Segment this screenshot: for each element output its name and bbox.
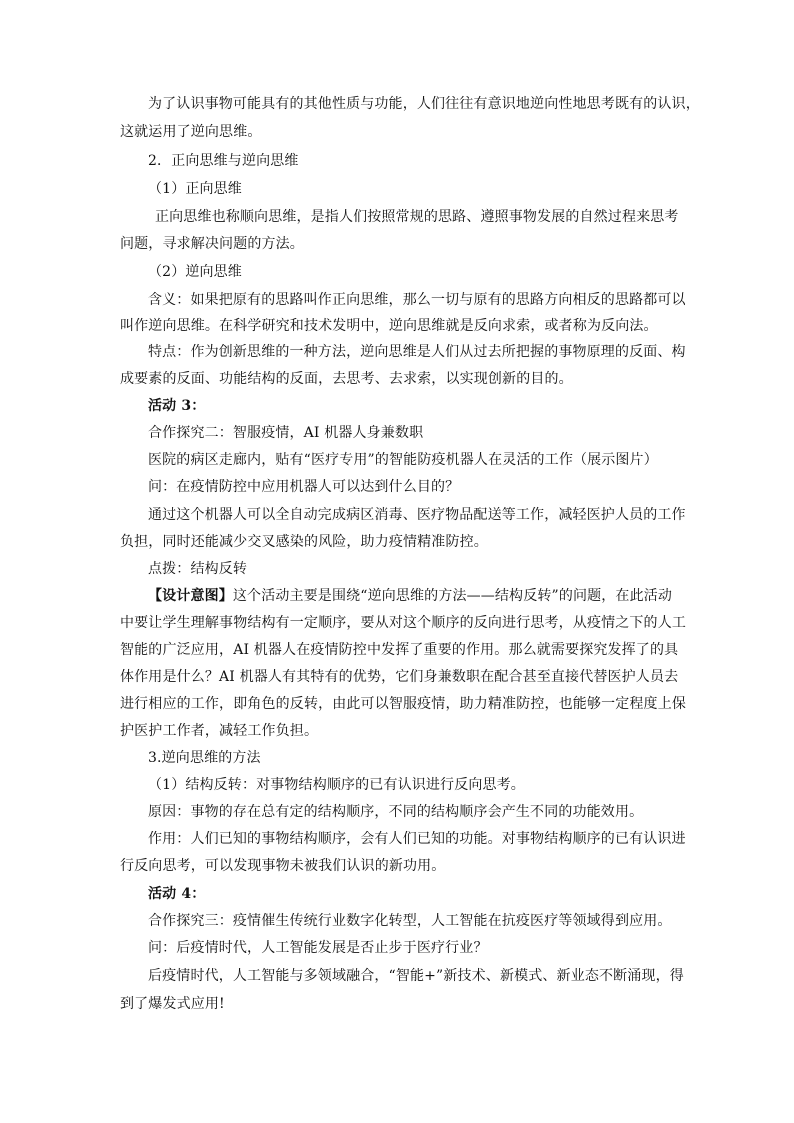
paragraph-line: 中要让学生理解事物结构有一定顺序，要从对这个顺序的反向进行思考，从疫情之下的人工 [120, 615, 686, 631]
paragraph-line: 作用：人们已知的事物结构顺序，会有人们已知的功能。对事物结构顺序的已有认识进 [148, 831, 686, 847]
paragraph-line: 护医护工作者，减轻工作负担。 [120, 723, 319, 739]
paragraph-text: 这个活动主要是围绕“逆向思维的方法——结构反转”的问题，在此活动 [232, 588, 673, 604]
section-heading: 3.逆向思维的方法 [148, 750, 261, 766]
paragraph-line: 行反向思考，可以发现事物未被我们认识的新功用。 [120, 858, 446, 874]
section-heading: 2．正向思维与逆向思维 [148, 153, 299, 169]
paragraph-line: 这就运用了逆向思维。 [120, 124, 262, 140]
paragraph-line: 为了认识事物可能具有的其他性质与功能，人们往往有意识地逆向性地思考既有的认识， [148, 96, 700, 112]
paragraph-line: 通过这个机器人可以全自动完成病区消毒、医疗物品配送等工作，减轻医护人员的工作 [148, 507, 686, 523]
paragraph-line: 体作用是什么？AI 机器人有其特有的优势，它们身兼数职在配合甚至直接代替医护人员去 [120, 669, 679, 685]
paragraph-line: 含义：如果把原有的思路叫作正向思维，那么一切与原有的思路方向相反的思路都可以 [148, 292, 686, 308]
paragraph-line: 正向思维也称顺向思维，是指人们按照常规的思路、遵照事物发展的自然过程来思考 [155, 209, 679, 225]
question-line: 问：在疫情防控中应用机器人可以达到什么目的？ [148, 479, 460, 495]
paragraph-line: 后疫情时代，人工智能与多领域融合，“智能+”新技术、新模式、新业态不断涌现，得 [148, 968, 684, 984]
activity-heading: 活动 4： [148, 886, 206, 902]
paragraph-line: 点拨：结构反转 [148, 561, 248, 577]
paragraph-line: （1）结构反转：对事物结构顺序的已有认识进行反向思考。 [148, 777, 525, 793]
question-line: 问：后疫情时代，人工智能发展是否止步于医疗行业？ [148, 940, 488, 956]
paragraph-line: 智能的广泛应用，AI 机器人在疫情防控中发挥了重要的作用。那么就需要探究发挥了的具 [120, 642, 679, 658]
activity-heading: 活动 3： [148, 398, 206, 414]
paragraph-line: 到了爆发式应用! [120, 996, 225, 1012]
paragraph-line: 医院的病区走廊内，贴有“医疗专用”的智能防疫机器人在灵活的工作（展示图片） [148, 452, 658, 468]
paragraph-line: 合作探究二：智服疫情，AI 机器人身兼数职 [148, 425, 424, 441]
design-intent-label: 【设计意图】 [148, 588, 233, 604]
paragraph-line [148, 586, 672, 606]
paragraph-line: 进行相应的工作，即角色的反转，由此可以智服疫情，助力精准防控，也能够一定程度上保 [120, 696, 686, 712]
paragraph-line: 特点：作为创新思维的一种方法，逆向思维是人们从过去所把握的事物原理的反面、构 [148, 344, 686, 360]
paragraph-line: 合作探究三：疫情催生传统行业数字化转型，人工智能在抗疫医疗等领域得到应用。 [148, 913, 672, 929]
paragraph-line: 问题，寻求解决问题的方法。 [120, 236, 304, 252]
paragraph-line: 负担，同时还能减少交叉感染的风险，助力疫情精准防控。 [120, 534, 488, 550]
subsection-heading: （1）正向思维 [148, 181, 242, 197]
paragraph-line: 原因：事物的存在总有定的结构顺序，不同的结构顺序会产生不同的功能效用。 [148, 804, 644, 820]
subsection-heading: （2）逆向思维 [148, 264, 242, 280]
paragraph-line: 叫作逆向思维。在科学研究和技术发明中，逆向思维就是反向求索，或者称为反向法。 [120, 318, 658, 334]
paragraph-line: 成要素的反面、功能结构的反面，去思考、去求索，以实现创新的目的。 [120, 371, 573, 387]
